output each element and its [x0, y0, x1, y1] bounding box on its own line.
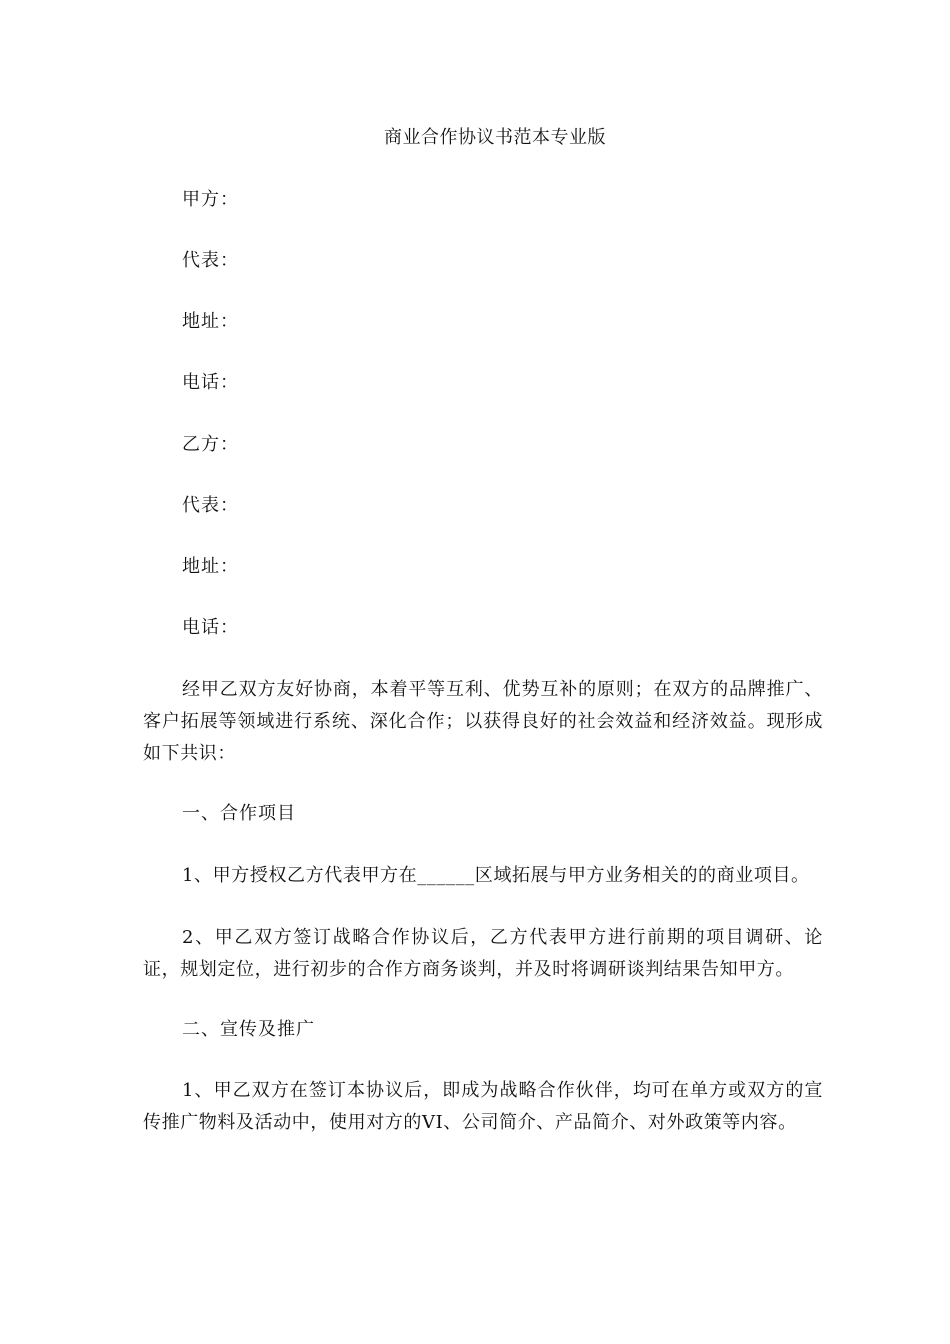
party-a-address: 地址： [182, 311, 239, 332]
section-1-heading: 一、合作项目 [182, 803, 296, 824]
party-b-phone: 电话： [182, 617, 239, 638]
section-2-heading: 二、宣传及推广 [182, 1019, 315, 1040]
party-b-address: 地址： [182, 556, 239, 577]
party-a-phone: 电话： [182, 372, 239, 393]
party-b-label: 乙方： [182, 434, 239, 455]
party-a-representative: 代表： [182, 250, 239, 271]
party-a-label: 甲方： [182, 189, 239, 210]
document-title: 商业合作协议书范本专业版 [384, 127, 606, 148]
preamble-paragraph: 经甲乙双方友好协商，本着平等互利、优势互补的原则；在双方的品牌推广、客户拓展等领域进行系统、深化合作；以获得良好的社会效益和经济效益。现形成如下共识： [143, 679, 823, 764]
party-b-representative: 代表： [182, 495, 239, 516]
section-2-item-1: 1、甲乙双方在签订本协议后，即成为战略合作伙伴，均可在单方或双方的宣传推广物料及活动中，使用对方的VI、公司简介、产品简介、对外政策等内容。 [143, 1080, 823, 1133]
section-1-item-2: 2、甲乙双方签订战略合作协议后，乙方代表甲方进行前期的项目调研、论证，规划定位，进行初步的合作方商务谈判，并及时将调研谈判结果告知甲方。 [143, 927, 823, 980]
section-1-item-1: 1、甲方授权乙方代表甲方在______区域拓展与甲方业务相关的的商业项目。 [182, 865, 810, 886]
